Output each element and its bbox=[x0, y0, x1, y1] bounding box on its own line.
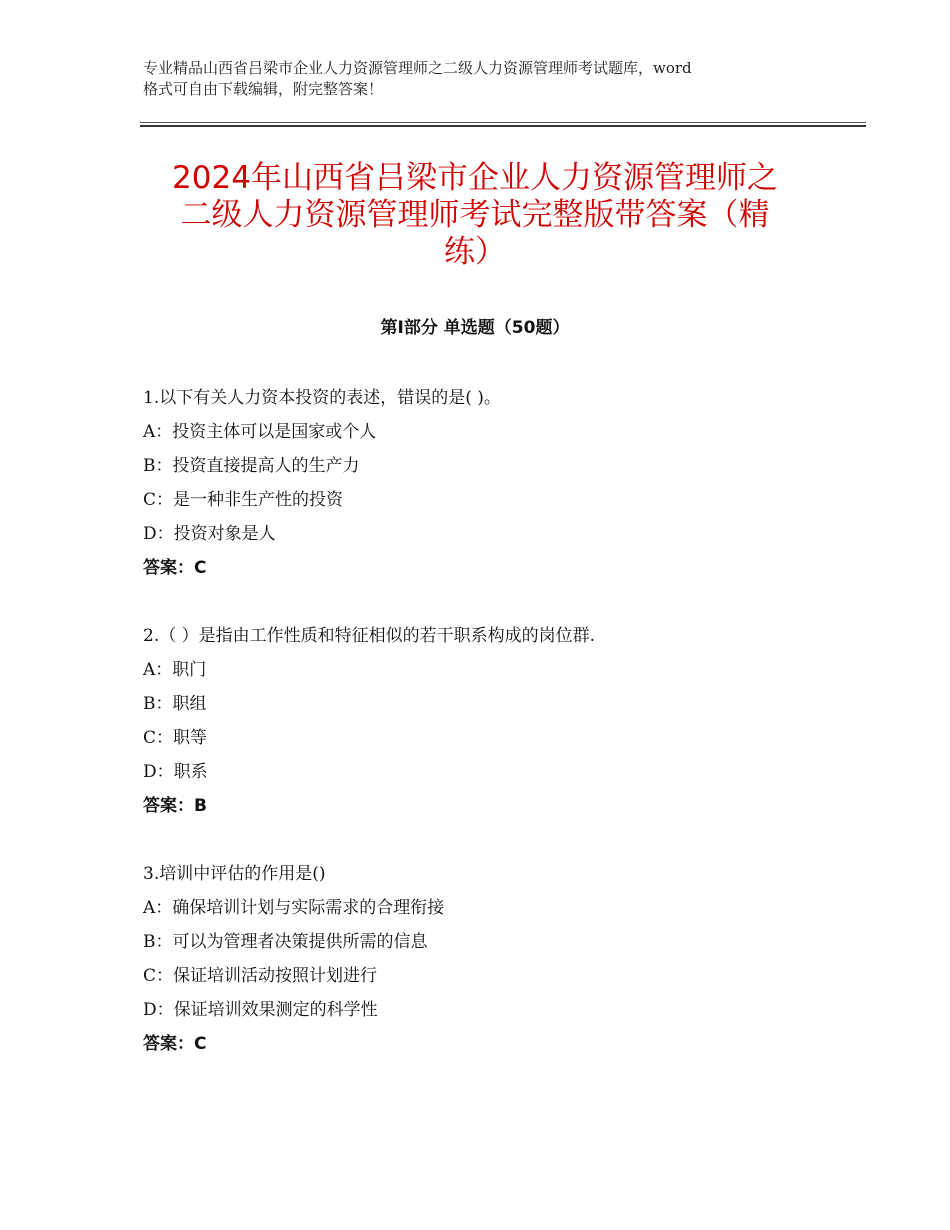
header-note bbox=[143, 58, 823, 100]
document-title bbox=[140, 160, 810, 271]
document-title-line-1: 2024年山西省吕梁市企业人力资源管理师之 bbox=[172, 160, 778, 196]
question-2 bbox=[143, 619, 843, 823]
option-c: C：是一种非生产性的投资 bbox=[143, 490, 344, 510]
header-rule-thin bbox=[140, 122, 866, 123]
document-title-line-2: 二级人力资源管理师考试完整版带答案（精 bbox=[180, 197, 770, 233]
answer: 答案：C bbox=[143, 1034, 207, 1054]
option-b: B：职组 bbox=[143, 694, 207, 714]
header-note-line-1: 专业精品山西省吕梁市企业人力资源管理师之二级人力资源管理师考试题库，word bbox=[143, 59, 692, 77]
question-stem: 2.（ ）是指由工作性质和特征相似的若干职系构成的岗位群. bbox=[143, 626, 596, 646]
answer: 答案：C bbox=[143, 558, 207, 578]
header-note-line-2: 格式可自由下载编辑，附完整答案！ bbox=[143, 80, 384, 98]
question-3 bbox=[143, 857, 843, 1061]
document-title-line-3: 练） bbox=[444, 234, 506, 270]
question-stem: 1.以下有关人力资本投资的表述，错误的是( )。 bbox=[143, 388, 501, 408]
header-rule-thick bbox=[140, 125, 866, 127]
option-b: B：投资直接提高人的生产力 bbox=[143, 456, 360, 476]
option-c: C：保证培训活动按照计划进行 bbox=[143, 966, 378, 986]
answer: 答案：B bbox=[143, 796, 207, 816]
section-heading: 第Ⅰ部分 单选题（50题） bbox=[380, 318, 570, 338]
option-a: A：投资主体可以是国家或个人 bbox=[143, 422, 377, 442]
option-d: D：投资对象是人 bbox=[143, 524, 276, 544]
option-a: A：确保培训计划与实际需求的合理衔接 bbox=[143, 898, 445, 918]
option-d: D：保证培训效果测定的科学性 bbox=[143, 1000, 378, 1020]
option-a: A：职门 bbox=[143, 660, 207, 680]
option-b: B：可以为管理者决策提供所需的信息 bbox=[143, 932, 428, 952]
question-stem: 3.培训中评估的作用是() bbox=[143, 864, 326, 884]
option-c: C：职等 bbox=[143, 728, 208, 748]
option-d: D：职系 bbox=[143, 762, 208, 782]
question-1 bbox=[143, 381, 843, 585]
